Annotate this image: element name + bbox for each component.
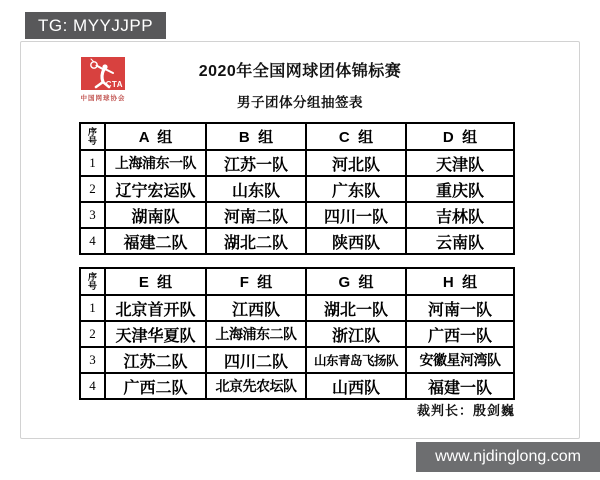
team-cell: 上海浦东一队 <box>105 150 206 176</box>
team-cell: 山东青岛飞扬队 <box>306 347 406 373</box>
team-cell: 云南队 <box>406 228 514 254</box>
team-cell: 福建一队 <box>406 373 514 399</box>
table-row <box>80 321 514 347</box>
chief-referee-line: 裁判长：殷剑巍 <box>416 403 515 418</box>
table-row <box>80 295 514 321</box>
group-table-a-d <box>79 122 515 255</box>
row-number: 1 <box>80 295 105 321</box>
team-cell: 辽宁宏运队 <box>105 176 206 202</box>
row-number: 4 <box>80 228 105 254</box>
row-number: 2 <box>80 176 105 202</box>
team-cell: 北京先农坛队 <box>206 373 306 399</box>
group-column-header: C 组 <box>306 123 406 150</box>
table-row <box>80 228 514 254</box>
header-row <box>80 268 514 295</box>
group-column-header: F 组 <box>206 268 306 295</box>
table-row <box>80 347 514 373</box>
team-cell: 河北队 <box>306 150 406 176</box>
team-cell: 北京首开队 <box>105 295 206 321</box>
row-number: 3 <box>80 347 105 373</box>
team-cell: 陕西队 <box>306 228 406 254</box>
seq-column-header: 序号 <box>80 123 105 150</box>
cta-logo-text: CTA <box>105 80 123 89</box>
cta-org-name: 中国网球协会 <box>80 95 126 102</box>
row-number: 2 <box>80 321 105 347</box>
team-cell: 天津队 <box>406 150 514 176</box>
group-column-header: E 组 <box>105 268 206 295</box>
team-cell: 上海浦东二队 <box>206 321 306 347</box>
team-cell: 湖北一队 <box>306 295 406 321</box>
group-column-header: G 组 <box>306 268 406 295</box>
team-cell: 山东队 <box>206 176 306 202</box>
team-cell: 江西队 <box>206 295 306 321</box>
page-title: 2020年全国网球团体锦标赛 <box>198 63 402 80</box>
table-row <box>80 202 514 228</box>
team-cell: 河南一队 <box>406 295 514 321</box>
site-watermark-bar: www.njdinglong.com <box>416 442 600 472</box>
team-cell: 天津华夏队 <box>105 321 206 347</box>
header-row <box>80 123 514 150</box>
seq-column-header: 序号 <box>80 268 105 295</box>
table-row <box>80 176 514 202</box>
row-number: 4 <box>80 373 105 399</box>
team-cell: 浙江队 <box>306 321 406 347</box>
team-cell: 重庆队 <box>406 176 514 202</box>
group-column-header: B 组 <box>206 123 306 150</box>
team-cell: 四川二队 <box>206 347 306 373</box>
team-cell: 广西二队 <box>105 373 206 399</box>
page-subtitle: 男子团体分组抽签表 <box>237 95 363 110</box>
team-cell: 江苏二队 <box>105 347 206 373</box>
team-cell: 四川一队 <box>306 202 406 228</box>
team-cell: 湖北二队 <box>206 228 306 254</box>
team-cell: 安徽星河湾队 <box>406 347 514 373</box>
team-cell: 江苏一队 <box>206 150 306 176</box>
team-cell: 广东队 <box>306 176 406 202</box>
table-row <box>80 150 514 176</box>
table-row <box>80 373 514 399</box>
group-column-header: D 组 <box>406 123 514 150</box>
team-cell: 吉林队 <box>406 202 514 228</box>
group-table-e-h <box>79 267 515 400</box>
tg-watermark-badge: TG: MYYJJPP <box>25 12 166 39</box>
team-cell: 河南二队 <box>206 202 306 228</box>
team-cell: 湖南队 <box>105 202 206 228</box>
team-cell: 山西队 <box>306 373 406 399</box>
group-column-header: H 组 <box>406 268 514 295</box>
row-number: 3 <box>80 202 105 228</box>
row-number: 1 <box>80 150 105 176</box>
group-column-header: A 组 <box>105 123 206 150</box>
team-cell: 福建二队 <box>105 228 206 254</box>
team-cell: 广西一队 <box>406 321 514 347</box>
draw-sheet-card <box>20 41 580 439</box>
